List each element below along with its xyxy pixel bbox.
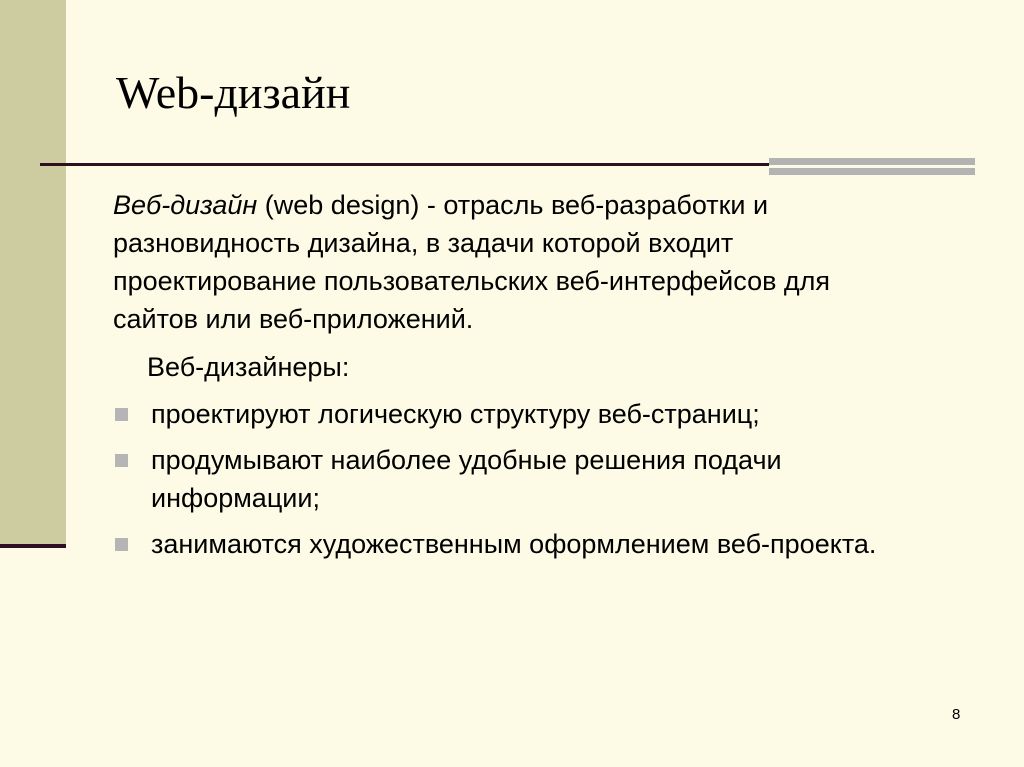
subheading: Веб-дизайнеры:: [147, 352, 350, 382]
list-item: [113, 441, 913, 517]
list-item-text: занимаются художественным оформлением веб-проекта.: [151, 529, 877, 559]
title-divider: [40, 163, 774, 166]
list-item-text: проектируют логическую структуру веб-страниц;: [151, 399, 760, 429]
definition-term: Веб-дизайн: [113, 190, 258, 220]
title-divider-accent: [769, 158, 975, 177]
square-bullet-icon: [115, 538, 128, 551]
page-number: 8: [952, 706, 961, 723]
bullet-list: [113, 395, 913, 563]
square-bullet-icon: [115, 408, 128, 421]
list-item: [113, 395, 913, 433]
definition-paragraph: [113, 186, 913, 338]
list-item: [113, 525, 913, 563]
slide-title: Web-дизайн: [116, 67, 351, 118]
list-item-text: продумывают наиболее удобные решения подачи информации;: [151, 445, 782, 513]
left-decorative-band: [0, 0, 66, 546]
left-band-rule: [0, 544, 66, 548]
definition-text: (web design) - отрасль веб-разработки и разновидность дизайна, в задачи которой входит проектирование пользовательских веб-интерфейсов для сайтов или веб-приложений.: [113, 190, 831, 334]
slide-body: [113, 186, 913, 571]
square-bullet-icon: [115, 454, 128, 467]
